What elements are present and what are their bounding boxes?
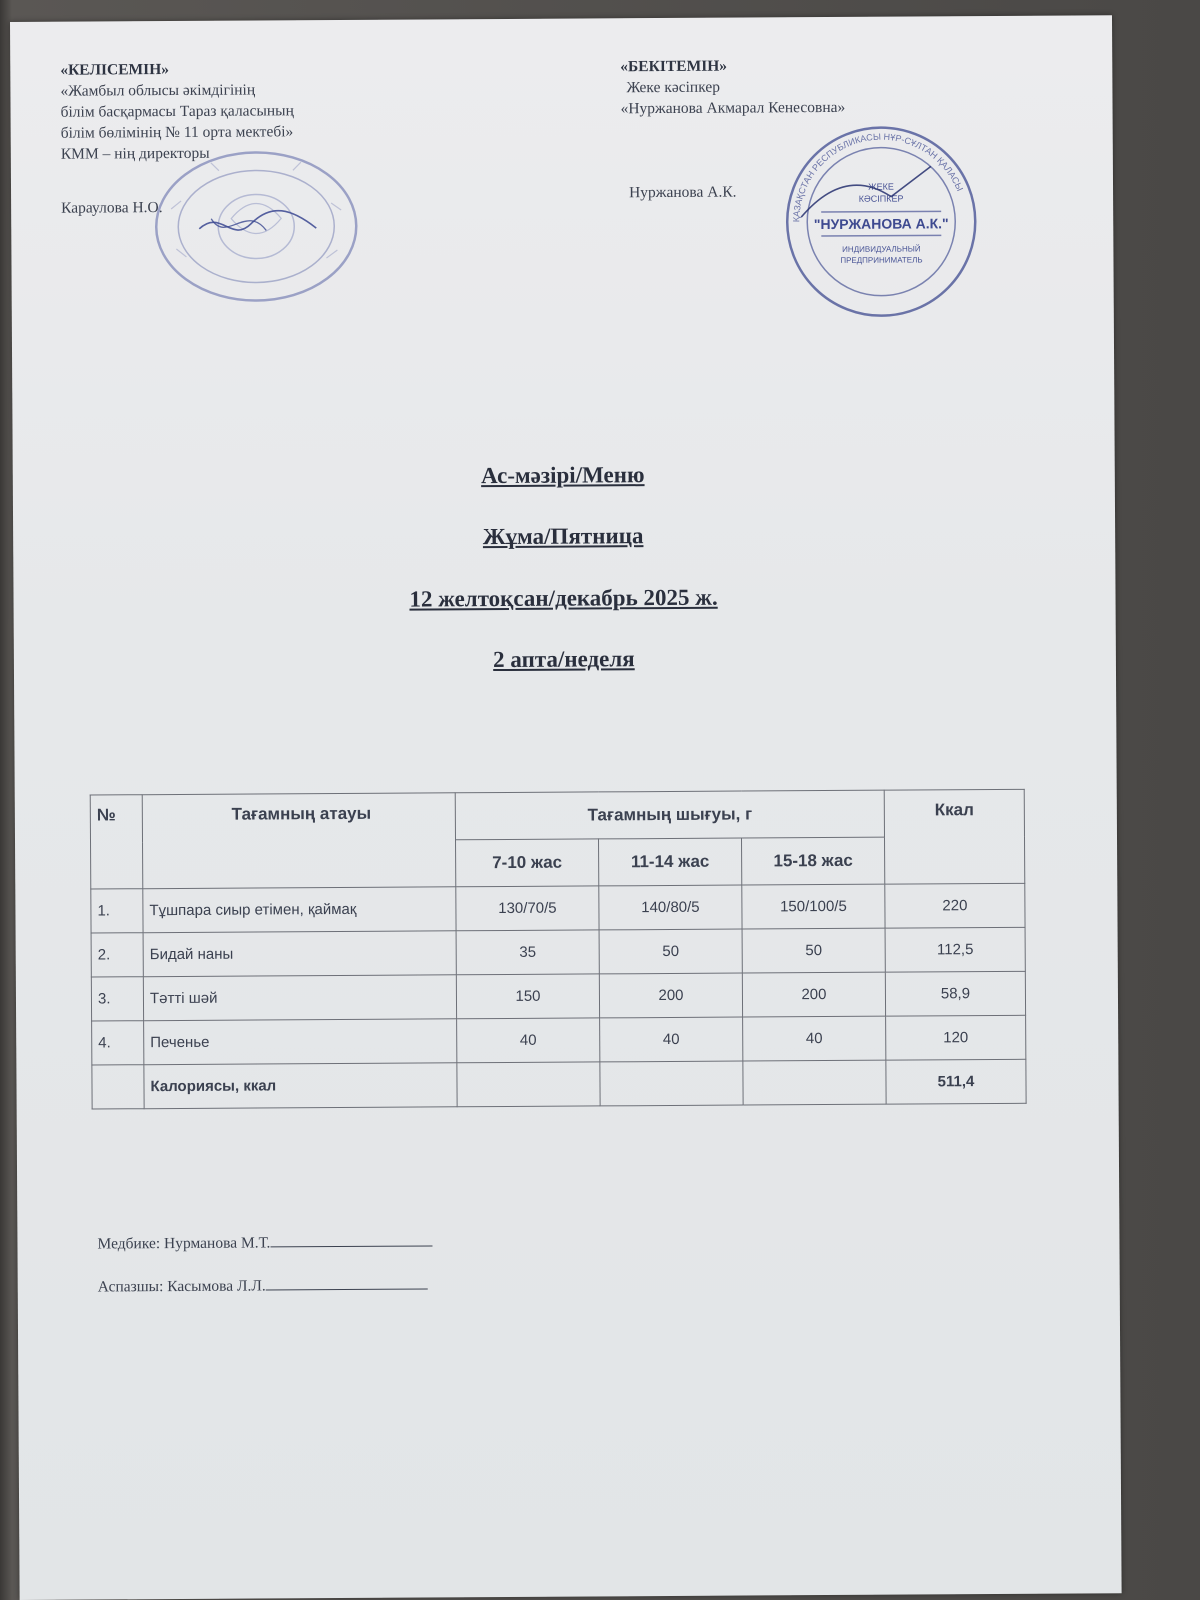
svg-text:ҚАЗАҚСТАН РЕСПУБЛИКАСЫ НҰР-СҰЛ	[791, 131, 966, 222]
row-dish-name: Тәтті шәй	[143, 975, 456, 1021]
entrepreneur-seal-stamp	[781, 121, 982, 322]
table-row	[91, 883, 1025, 933]
row-num: 1.	[91, 889, 143, 933]
approval-block	[620, 55, 845, 119]
school-seal-stamp	[151, 148, 362, 304]
document-page	[10, 15, 1122, 1600]
header-yield: Тағамның шығуы, г	[455, 790, 884, 840]
table-row	[91, 927, 1025, 977]
total-label: Калориясы, ккал	[144, 1063, 457, 1109]
day-title: Жұма/Пятница	[482, 523, 644, 550]
stamp-center-text: "НУРЖАНОВА А.К."	[813, 215, 949, 233]
row-yield-11-14: 140/80/5	[599, 885, 742, 930]
stamp-inner-text: ЖЕКЕ	[868, 181, 894, 192]
agreement-line: білім бөлімінің № 11 орта мектебі»	[60, 123, 294, 142]
agreement-signer-name: Караулова Н.О.	[61, 199, 163, 217]
header-age-15-18: 15-18 жас	[741, 837, 884, 885]
agreement-title: «КЕЛІСЕМІН»	[60, 61, 170, 79]
agreement-line: білім басқармасы Тараз қаласының	[60, 102, 294, 121]
nurse-name: Медбике: Нурманова М.Т.	[97, 1234, 271, 1253]
stamp-inner-text: ПРЕДПРИНИМАТЕЛЬ	[840, 255, 923, 265]
header-kcal: Ккал	[884, 789, 1025, 884]
approval-line: «Нуржанова Акмарал Кенесовна»	[620, 98, 846, 118]
total-empty-cell	[457, 1062, 600, 1107]
agreement-line: КММ – нің директоры	[60, 144, 210, 163]
cook-signature-line	[98, 1274, 428, 1296]
nurse-signature-line	[97, 1231, 432, 1253]
menu-table	[90, 789, 1027, 1110]
total-empty-cell	[743, 1060, 886, 1105]
row-num: 2.	[91, 933, 143, 977]
table-header-row	[90, 789, 1024, 842]
row-yield-7-10: 130/70/5	[456, 886, 599, 931]
row-dish-name: Печенье	[144, 1019, 457, 1065]
header-dish-name: Тағамның атауы	[142, 793, 456, 889]
row-kcal: 58,9	[885, 971, 1025, 1016]
stamp-ring-text: ҚАЗАҚСТАН РЕСПУБЛИКАСЫ НҰР-СҰЛТАН ҚАЛАСЫ	[791, 131, 966, 223]
row-dish-name: Бидай наны	[143, 931, 456, 977]
row-yield-15-18: 50	[742, 928, 885, 973]
stamp-inner-text: ИНДИВИДУАЛЬНЫЙ	[842, 244, 921, 254]
signature-blank	[266, 1274, 428, 1290]
row-yield-7-10: 35	[456, 930, 599, 975]
table-row	[92, 1015, 1026, 1065]
row-yield-11-14: 200	[599, 973, 742, 1018]
date-title: 12 желтоқсан/декабрь 2025 ж.	[409, 584, 718, 612]
approval-signer	[629, 184, 737, 203]
row-yield-11-14: 50	[599, 929, 742, 974]
total-empty-cell	[600, 1061, 743, 1106]
header-age-11-14: 11-14 жас	[599, 838, 742, 886]
header-num: №	[90, 795, 143, 889]
agreement-line: «Жамбыл облысы әкімдігінің	[60, 81, 256, 100]
row-yield-15-18: 150/100/5	[742, 884, 885, 929]
row-num: 4.	[92, 1021, 144, 1065]
cook-name: Аспазшы: Касымова Л.Л.	[97, 1277, 266, 1296]
approval-signer-name: Нуржанова А.К.	[629, 183, 737, 202]
menu-title: Ас-мәзірі/Меню	[480, 462, 645, 489]
row-kcal: 220	[885, 883, 1025, 928]
row-yield-7-10: 150	[456, 974, 599, 1019]
total-kcal: 511,4	[886, 1059, 1026, 1104]
row-kcal: 120	[886, 1015, 1026, 1060]
header-age-7-10: 7-10 жас	[456, 839, 599, 887]
row-kcal: 112,5	[885, 927, 1025, 972]
signature-blank	[270, 1231, 432, 1247]
approval-title: «БЕКІТЕМІН»	[620, 57, 728, 76]
approval-line: Жеке кәсіпкер	[626, 78, 721, 97]
row-yield-11-14: 40	[600, 1017, 743, 1062]
row-num: 3.	[91, 977, 143, 1021]
week-title: 2 апта/неделя	[493, 646, 635, 673]
row-yield-7-10: 40	[457, 1018, 600, 1063]
total-num-cell	[92, 1065, 144, 1109]
row-yield-15-18: 40	[743, 1016, 886, 1061]
table-total-row	[92, 1059, 1026, 1109]
table-row	[91, 971, 1025, 1021]
agreement-signer	[61, 199, 163, 218]
row-dish-name: Тұшпара сиыр етімен, қаймақ	[143, 887, 456, 933]
stamp-inner-text: КӘСІПКЕР	[858, 193, 904, 204]
row-yield-15-18: 200	[742, 972, 885, 1017]
